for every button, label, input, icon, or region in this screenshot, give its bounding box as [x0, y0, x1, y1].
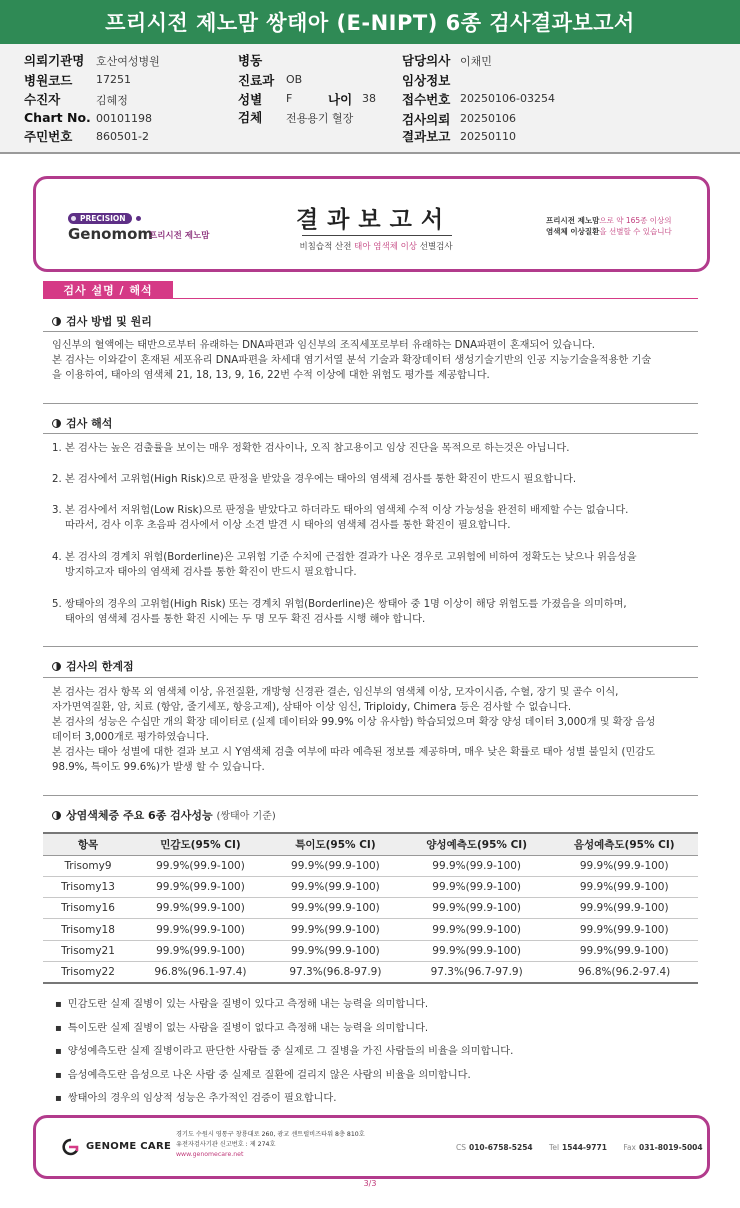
table-cell: 99.9%(99.9-100)	[133, 919, 268, 940]
limits-text: 본 검사는 검사 항목 외 염색체 이상, 유전질환, 개방형 신경관 결손, 임신부의 염색체 이상, 모자이시즘, 수혈, 장기 및 골수 이식, 자가면역질환, 암, 치료 (항암, 줄기세포, 항응고제), 삼태아 이상 임신, Triploidy, Chimera 등은 검사할 수 없습니다. 본 검사의 성능은 수십만 개의 확장 데이터로 (실제 데이터와 99.9% 이상 유사함) 학습되었으며 확장 양성 데이터 3,000개 및 확장 음성 데이터 3,000개로 평가하였습니다. 본 검사는 태아 성별에 대한 결과 보고 시 Y염색체 검출 여부에 따라 예측된 정보를 제공하며, 매우 낮은 확률로 태아 성별 불일치 (민감도 98.9%, 특이도 99.6%)가 발생 할 수 있습니다.	[52, 687, 656, 773]
doctor-value: 이채민	[460, 55, 492, 68]
half-circle-icon	[52, 662, 61, 671]
table-row	[43, 919, 698, 940]
request-value: 20250106	[460, 112, 516, 125]
divider	[43, 646, 698, 647]
table-cell: Trisomy13	[43, 876, 133, 897]
footer-contact: CS 010-6758-5254 Tel 1544-9771 Fax 031-8019-5004	[456, 1143, 703, 1152]
hospital-code-value: 17251	[96, 73, 131, 86]
company-url: www.genomecare.net	[176, 1151, 244, 1158]
table-row	[43, 961, 698, 982]
table-cell: 97.3%(96.7-97.9)	[403, 961, 551, 982]
hospital-code-label: 병원코드	[24, 73, 73, 88]
divider	[43, 433, 698, 434]
half-circle-icon	[52, 317, 61, 326]
performance-heading: 상염색체증 주요 6종 검사성능 (쌍태아 기준)	[52, 807, 276, 823]
report-date-label: 결과보고	[402, 129, 451, 144]
precision-badge: PRECISION	[68, 213, 132, 224]
genome-care-logo-icon	[60, 1138, 82, 1156]
clinical-label: 임상정보	[402, 73, 451, 88]
interpretation-item-3: 3. 본 검사에서 저위험(Low Risk)으로 판정을 받았다고 하더라도 태아의 염색체 수적 이상 가능성을 완전히 배제할 수는 없습니다. 따라서, 검사 이후 초음파 검사에서 이상 소견 발견 시 태아의 염색체 검사를 통한 확진이 필요합니다.	[52, 505, 629, 531]
table-cell: 99.9%(99.9-100)	[268, 876, 403, 897]
report-subtitle: 비침습적 산전 태아 염색체 이상 선별검사	[299, 242, 453, 252]
report-main-title: 결과보고서	[295, 206, 453, 233]
table-cell: 99.9%(99.9-100)	[133, 898, 268, 919]
specimen-value: 전용용기 혈장	[286, 112, 354, 125]
age-value: 38	[362, 92, 376, 105]
column-header: 민감도(95% CI)	[133, 833, 268, 855]
table-row	[43, 876, 698, 897]
ward-label: 병동	[238, 53, 263, 68]
table-cell: 99.9%(99.9-100)	[133, 855, 268, 876]
table-cell: 99.9%(99.9-100)	[403, 940, 551, 961]
table-cell: Trisomy16	[43, 898, 133, 919]
patient-name-value: 김혜정	[96, 94, 128, 107]
id-no-value: 860501-2	[96, 130, 149, 143]
report-header	[33, 176, 710, 272]
table-cell: 99.9%(99.9-100)	[403, 855, 551, 876]
page-number: 3/3	[363, 1179, 377, 1188]
note-item: ▪ 음성예측도란 음성으로 나온 사람 중 실제로 질환에 걸리지 않은 사람의 비율을 의미합니다.	[55, 1066, 471, 1081]
half-circle-icon	[52, 419, 61, 428]
brand-logo: Genomom	[68, 225, 154, 243]
specimen-label: 검체	[238, 110, 263, 125]
report-header-caption: 프리시전 제노맘으로 약 165종 이상의 염색체 이상질환을 선별할 수 있습니다	[546, 216, 672, 236]
institution-label: 의뢰기관명	[24, 53, 85, 68]
table-cell: 99.9%(99.9-100)	[403, 919, 551, 940]
divider	[43, 403, 698, 404]
table-row	[43, 855, 698, 876]
table-cell: Trisomy18	[43, 919, 133, 940]
table-cell: 99.9%(99.9-100)	[268, 898, 403, 919]
half-circle-icon	[52, 811, 61, 820]
table-cell: 99.9%(99.9-100)	[268, 855, 403, 876]
note-item: ▪ 쌍태아의 경우의 임상적 성능은 추가적인 검증이 필요합니다.	[55, 1089, 336, 1104]
table-cell: 99.9%(99.9-100)	[550, 855, 698, 876]
company-name: GENOME CARE	[86, 1141, 172, 1152]
sex-label: 성별	[238, 92, 263, 107]
report-title: 프리시전 제노맘 쌍태아 (E-NIPT) 6종 검사결과보고서	[0, 0, 740, 44]
divider	[43, 677, 698, 678]
patient-label: 수진자	[24, 92, 61, 107]
performance-table	[43, 832, 698, 984]
note-item: ▪ 특이도란 실제 질병이 없는 사람을 질병이 없다고 측정해 내는 능력을 의미합니다.	[55, 1019, 428, 1034]
dept-label: 진료과	[238, 73, 275, 88]
interpretation-item-2: 2. 본 검사에서 고위험(High Risk)으로 판정을 받았을 경우에는 태아의 염색체 검사를 통한 확진이 반드시 필요합니다.	[52, 474, 577, 485]
table-cell: 99.9%(99.9-100)	[550, 876, 698, 897]
table-cell: 97.3%(96.8-97.9)	[268, 961, 403, 982]
column-header: 특이도(95% CI)	[268, 833, 403, 855]
table-cell: 99.9%(99.9-100)	[268, 940, 403, 961]
title-underline	[302, 235, 452, 236]
footer	[33, 1115, 710, 1179]
table-row	[43, 898, 698, 919]
patient-info	[0, 44, 740, 154]
interpretation-item-1: 1. 본 검사는 높은 검출률을 보이는 매우 정확한 검사이나, 오직 참고용이고 임상 진단을 목적으로 하는것은 아닙니다.	[52, 443, 570, 454]
brand-sub: 프리시전 제노맘	[149, 231, 210, 241]
interpretation-heading: 검사 해석	[52, 415, 112, 431]
table-cell: Trisomy9	[43, 855, 133, 876]
column-header: 음성예측도(95% CI)	[550, 833, 698, 855]
institution-value: 호산여성병원	[96, 55, 160, 68]
table-cell: 99.9%(99.9-100)	[403, 898, 551, 919]
table-cell: 96.8%(96.2-97.4)	[550, 961, 698, 982]
limits-heading: 검사의 한계점	[52, 658, 134, 674]
table-cell: 96.8%(96.1-97.4)	[133, 961, 268, 982]
chart-no-label: Chart No.	[24, 110, 91, 125]
section-divider	[43, 298, 698, 299]
doctor-label: 담당의사	[402, 53, 451, 68]
interpretation-item-4: 4. 본 검사의 경계치 위험(Borderline)은 고위험 기준 수치에 근접한 결과가 나온 경우로 고위험에 비하여 정확도는 낮으나 위음성을 방지하고자 태아의 염색체 검사를 통한 확진이 반드시 필요합니다.	[52, 552, 637, 578]
method-divider	[43, 331, 698, 332]
section-tab: 검사 설명 / 해석	[43, 281, 173, 299]
table-cell: 99.9%(99.9-100)	[550, 919, 698, 940]
table-cell: 99.9%(99.9-100)	[268, 919, 403, 940]
table-cell: 99.9%(99.9-100)	[550, 940, 698, 961]
chart-no-value: 00101198	[96, 112, 152, 125]
method-text: 임신부의 혈액에는 태반으로부터 유래하는 DNA파편과 임신부의 조직세포로부터 유래하는 DNA파편이 혼재되어 있습니다. 본 검사는 이와같이 혼재된 세포유리 DNA파편을 차세대 염기서열 분석 기술과 확장데이터 생성기술기반의 인공 지능기술을적용한 기술 을 이용하여, 태아의 염색체 21, 18, 13, 9, 16, 22번 수적 이상에 대한 위험도 평가를 제공합니다.	[52, 340, 652, 381]
table-row	[43, 940, 698, 961]
table-cell: 99.9%(99.9-100)	[403, 876, 551, 897]
report-date-value: 20250110	[460, 130, 516, 143]
dept-value: OB	[286, 73, 303, 86]
column-header: 양성예측도(95% CI)	[403, 833, 551, 855]
note-item: ▪ 양성예측도란 실제 질병이라고 판단한 사람들 중 실제로 그 질병을 가진 사람들의 비율을 의미합니다.	[55, 1042, 513, 1057]
table-header-row	[43, 833, 698, 855]
method-heading: 검사 방법 및 원리	[52, 313, 152, 329]
column-header: 항목	[43, 833, 133, 855]
receipt-value: 20250106-03254	[460, 92, 555, 105]
interpretation-item-5: 5. 쌍태아의 경우의 고위험(High Risk) 또는 경계치 위험(Borderline)은 쌍태아 중 1명 이상이 해당 위험도를 가졌음을 의미하며, 태아의 염색체 검사를 통한 확진 시에는 두 명 모두 확진 검사를 시행 해야 합니다.	[52, 599, 627, 625]
request-label: 검사의뢰	[402, 112, 451, 127]
age-label: 나이	[328, 92, 353, 107]
table-cell: 99.9%(99.9-100)	[133, 876, 268, 897]
note-item: ▪ 민감도란 실제 질병이 있는 사람을 질병이 있다고 측정해 내는 능력을 의미합니다.	[55, 995, 428, 1010]
sex-value: F	[286, 92, 293, 105]
table-cell: 99.9%(99.9-100)	[550, 898, 698, 919]
table-cell: Trisomy21	[43, 940, 133, 961]
id-no-label: 주민번호	[24, 129, 73, 144]
footer-address: 경기도 수원시 영통구 창룡대로 260, 광교 센트럴비즈타워 8층 810호 유전자검사기관 신고번호 : 제 274호 www.genomecare.net	[176, 1131, 365, 1158]
table-cell: Trisomy22	[43, 961, 133, 982]
divider	[43, 795, 698, 796]
table-cell: 99.9%(99.9-100)	[133, 940, 268, 961]
receipt-label: 접수번호	[402, 92, 451, 107]
